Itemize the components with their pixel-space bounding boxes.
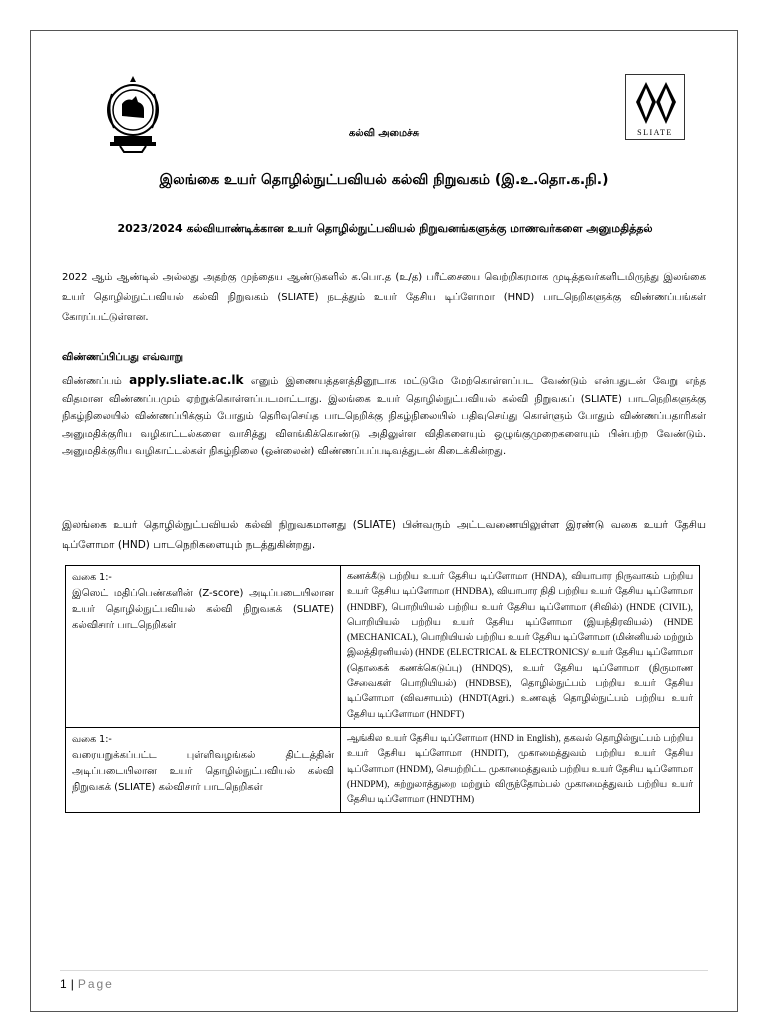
how-to-apply-paragraph [62,372,706,461]
courses-cell: கணக்கீடு பற்றிய உயர் தேசிய டிப்ளோமா (HNDA), வியாபார நிருவாகம் பற்றிய உயர் தேசிய டிப்ளோமா (HNDBA), வியாபார நிதி பற்றிய உயர் தேசிய டிப்ளோமா (HNDBF), பொறியியல் பற்றிய உயர் தேசிய டிப்ளோமா (சிவில்) (HNDE (CIVIL), பொறியியல் பற்றிய உயர் தேசிய டிப்ளோமா (இயந்திரவியல்) (HNDE (MECHANICAL), பொறியியல் பற்றிய உயர் தேசிய டிப்ளோமா (மின்னியல் மற்றும் இலத்திரனியல்) (HNDE (ELECTRICAL & ELECTRONICS)/ உயர் தேசிய டிப்ளோமா (தொகைக் கணக்கெடுப்பு) (HNDQS), உயர் தேசிய டிப்ளோமா (நிருமாண சேவைகள் பொறியியல்) (HNDBSE), தொழில்நுட்பம் பற்றிய உயர் தேசிய டிப்ளோமா (விவசாயம்) (HNDT(Agri.) உணவுத் தொழில்நுட்பம் பற்றிய உயர் தேசிய டிப்ளோமா (HNDFT) [341,566,700,728]
ministry-title: கல்வி அமைச்சு [348,128,420,139]
intro-paragraph: 2022 ஆம் ஆண்டில் அல்லது அதற்கு முந்தைய ஆண்டுகளில் க.பொ.த (உ/த) பரீட்சையை வெற்றிகரமாக முடித்தவர்களிடமிருந்து இலங்கை உயர் தொழில்நுட்பவியல் கல்வி நிறுவகம் (SLIATE) நடத்தும் உயர் தேசிய டிப்ளோமா (HND) பாடநெறிகளுக்கு விண்ணப்பங்கள் கோரப்பட்டுள்ளன. [62,272,706,323]
institute-title: இலங்கை உயர் தொழில்நுட்பவியல் கல்வி நிறுவகம் (இ.உ.தொ.க.நி.) [159,172,609,188]
category-cell [66,727,341,812]
category-description: வரையறுக்கப்பட்ட புள்ளிவழங்கல் திட்டத்தின் அடிப்படையிலான உயர் தொழில்நுட்பவியல் கல்வி நிறுவகக் (SLIATE) கல்விசார் பாடநெறிகள் [72,749,334,793]
how-to-apply-heading: விண்ணப்பிப்பது எவ்வாறு [62,352,183,363]
document-subtitle: 2023/2024 கல்வியாண்டிக்கான உயர் தொழில்நுட்பவியல் நிறுவனங்களுக்கு மாணவர்களை அனுமதித்தல் [117,222,653,235]
footer-divider [60,970,708,971]
how-to-apply-text-after: எனும் இணையத்தளத்தினூடாக மட்டுமே மேற்கொள்ளப்பட வேண்டும் என்பதுடன் வேறு எந்த விதமான விண்ணப்பமும் ஏற்றுக்கொள்ளப்படமாட்டாது. இலங்கை உயர் தொழில்நுட்பவியல் கல்வி நிறுவகப் (SLIATE) பாடநெறிகளுக்கு நிகழ்நிலையில் விண்ணப்பிக்கும் போதும் தெரிவுசெய்த பாடநெறிக்கு நிகழ்நிலையில் பதிவுசெய்து கொள்ளும் போதும் விண்ணப்பதாரிகள் அனுமதிக்குரிய வழிகாட்டல்களை வாசித்து விளங்கிக்கொண்டு அதிலுள்ள விதிகளையும் ஒழுங்குமுறைகளையும் பின்பற்ற வேண்டும். அனுமதிக்குரிய வழிகாட்டல்கள் நிகழ்நிலை (ஒன்லைன்) விண்ணப்பப்படிவத்துடன் கிடைக்கின்றது. [62,376,706,457]
category-label: வகை 1:- [72,572,112,583]
course-category-table [65,565,700,813]
page-footer [60,977,114,991]
sri-lanka-emblem-icon [100,76,166,154]
sliate-logo-text: SLIATE [637,128,673,137]
category-cell [66,566,341,728]
footer-separator: | [70,977,74,991]
courses-cell: ஆங்கில உயர் தேசிய டிப்ளோமா (HND in English), தகவல் தொழில்நுட்பம் பற்றிய உயர் தேசிய டிப்ளோமா (HNDIT), முகாமைத்துவம் பற்றிய உயர் தேசிய டிப்ளோமா (HNDM), செயற்றிட்ட முகாமைத்துவம் பற்றிய உயர் தேசிய டிப்ளோமா (HNDPM), சுற்றுலாத்துறை மற்றும் விருந்தோம்பல் முகாமைத்துவம் பற்றிய உயர் தேசிய டிப்ளோமா (HNDTHM) [341,727,700,812]
category-description: இஸெட் மதிப்பெண்களின் (Z-score) அடிப்படையிலான உயர் தொழில்நுட்பவியல் கல்வி நிறுவகக் (SLIATE) கல்விசார் பாடநெறிகள் [72,588,334,631]
table-row [66,566,700,728]
category-label: வகை 1:- [72,733,112,745]
application-url: apply.sliate.ac.lk [129,373,244,387]
page-word: Page [77,977,114,991]
table-row [66,727,700,812]
sliate-diamond-icon [632,78,680,128]
page-number: 1 [60,977,67,991]
categories-intro-paragraph: இலங்கை உயர் தொழில்நுட்பவியல் கல்வி நிறுவகமானது (SLIATE) பின்வரும் அட்டவணையிலுள்ள இரண்டு வகை உயர் தேசிய டிப்ளோமா (HND) பாடநெறிகளையும் நடத்துகின்றது. [62,519,706,551]
how-to-apply-text-before: விண்ணப்பம் [62,376,130,387]
